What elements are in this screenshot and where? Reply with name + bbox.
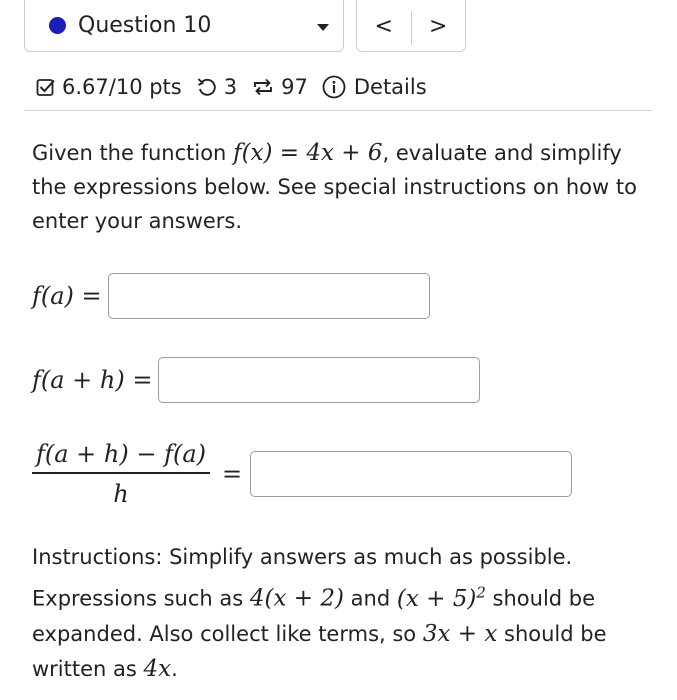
instructions-text-4: should be written as bbox=[32, 621, 607, 681]
attempts-icon bbox=[251, 76, 275, 98]
equation-3 bbox=[32, 440, 572, 508]
dropdown-caret-icon bbox=[317, 24, 329, 31]
retry-icon bbox=[196, 76, 218, 98]
instructions-expr-2-exponent: 2 bbox=[476, 583, 486, 601]
instructions-text-2: and bbox=[350, 586, 391, 611]
equation-2-lhs: f(a + h) = bbox=[32, 366, 153, 394]
instructions-expr-1: 4(x + 2) bbox=[249, 585, 344, 612]
fraction-denominator: h bbox=[113, 479, 129, 508]
question-selector[interactable] bbox=[24, 0, 344, 52]
equation-2 bbox=[32, 357, 480, 403]
attempts-count: 97 bbox=[281, 75, 308, 99]
instructions-text-5: . bbox=[171, 656, 178, 681]
points-score: 6.67/10 pts bbox=[62, 75, 182, 99]
prompt-text-1: Given the function bbox=[32, 141, 227, 165]
details-link[interactable]: Details bbox=[353, 75, 427, 99]
equation-1-lhs: f(a) = bbox=[32, 282, 102, 310]
question-meta-row bbox=[36, 72, 427, 102]
previous-question-button[interactable]: < bbox=[374, 13, 393, 39]
answer-input-2[interactable] bbox=[158, 357, 480, 403]
retry-count: 3 bbox=[223, 75, 238, 99]
question-nav-buttons bbox=[356, 0, 466, 52]
next-question-button[interactable]: > bbox=[429, 13, 448, 39]
equation-3-equals: = bbox=[222, 459, 243, 488]
difference-quotient-fraction bbox=[32, 440, 210, 508]
prompt-text-2: , evaluate and simplify the expressions below. See special instructions on how to enter your answers. bbox=[32, 141, 637, 233]
info-icon[interactable] bbox=[322, 75, 346, 99]
instructions bbox=[32, 540, 652, 687]
instructions-expr-2 bbox=[396, 583, 486, 612]
equation-1 bbox=[32, 273, 430, 319]
answer-input-1[interactable] bbox=[108, 273, 430, 319]
instructions-expr-2-base: (x + 5) bbox=[396, 585, 477, 612]
question-status-dot bbox=[49, 17, 66, 34]
question-label: Question 10 bbox=[78, 12, 212, 38]
fraction-numerator: f(a + h) − f(a) bbox=[36, 440, 207, 468]
checkbox-icon bbox=[36, 77, 56, 97]
instructions-text-1: Instructions: Simplify answers as much as possible. Expressions such as bbox=[32, 545, 573, 611]
instructions-expr-4: 4x bbox=[143, 655, 172, 682]
question-prompt bbox=[32, 136, 652, 238]
header-divider bbox=[24, 110, 652, 111]
instructions-expr-3: 3x + x bbox=[422, 620, 498, 647]
prompt-function: f(x) = 4x + 6 bbox=[233, 140, 383, 166]
instructions-text-3: should be expanded. Also collect like terms, so bbox=[32, 586, 596, 646]
answer-input-3[interactable] bbox=[250, 451, 572, 497]
